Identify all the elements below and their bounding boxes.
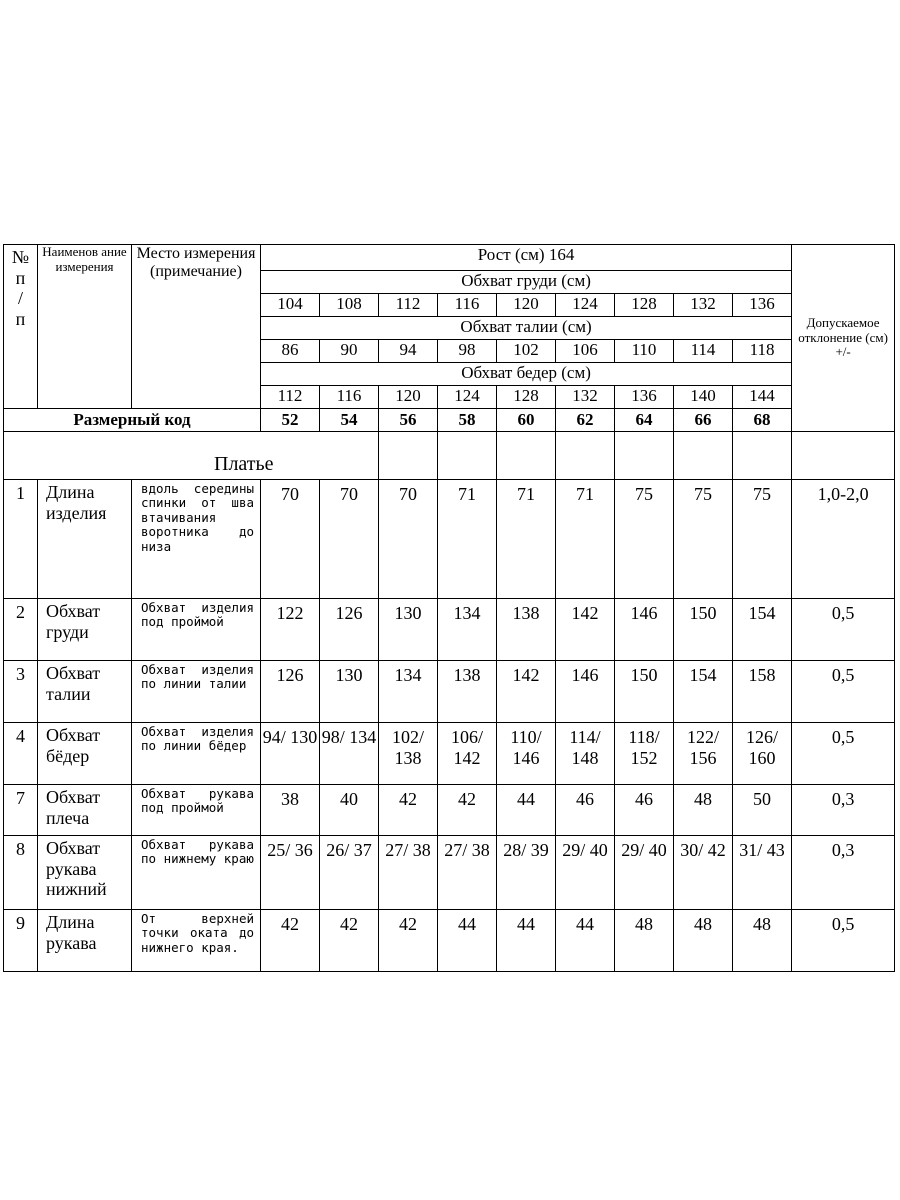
chest-value: 124: [556, 294, 615, 317]
measurement-place: От верхней точки оката до нижнего края.: [132, 910, 261, 972]
size-code: 54: [320, 409, 379, 432]
measurement-value: 142: [497, 661, 556, 723]
measurement-place: Обхват изделия под проймой: [132, 599, 261, 661]
measurement-value: 158: [733, 661, 792, 723]
chest-value: 128: [615, 294, 674, 317]
size-code-row: [4, 409, 895, 432]
measurement-value: 146: [615, 599, 674, 661]
measurement-value: 110/ 146: [497, 723, 556, 785]
table-row: [4, 836, 895, 910]
table-row: [4, 723, 895, 785]
size-chart-table: [3, 244, 895, 972]
measurement-value: 146: [556, 661, 615, 723]
measurement-place: вдоль середины спинки от шва втачивания воротника до низа: [132, 480, 261, 599]
section-empty-cell: [615, 432, 674, 480]
measurement-value: 126: [261, 661, 320, 723]
measurement-value: 31/ 43: [733, 836, 792, 910]
hips-value: 124: [438, 386, 497, 409]
measurement-value: 71: [556, 480, 615, 599]
row-number: 4: [4, 723, 38, 785]
size-code: 62: [556, 409, 615, 432]
section-empty-cell: [556, 432, 615, 480]
measurement-value: 42: [261, 910, 320, 972]
hips-value: 120: [379, 386, 438, 409]
measurement-value: 38: [261, 785, 320, 836]
waist-value: 118: [733, 340, 792, 363]
row-number: 1: [4, 480, 38, 599]
measurement-value: 42: [379, 910, 438, 972]
measurement-value: 134: [379, 661, 438, 723]
chest-value: 132: [674, 294, 733, 317]
section-title: Платье: [4, 432, 320, 480]
measurement-name: Обхват рукава нижний: [38, 836, 132, 910]
measurement-value: 48: [615, 910, 674, 972]
measurement-value: 46: [615, 785, 674, 836]
tolerance-value: 0,3: [792, 836, 895, 910]
measurement-value: 142: [556, 599, 615, 661]
size-code-label: Размерный код: [4, 409, 261, 432]
waist-value: 114: [674, 340, 733, 363]
measurement-value: 44: [556, 910, 615, 972]
hips-value: 116: [320, 386, 379, 409]
measurement-value: 44: [497, 785, 556, 836]
hips-value: 136: [615, 386, 674, 409]
measurement-value: 30/ 42: [674, 836, 733, 910]
row-number: 3: [4, 661, 38, 723]
measurement-place: Обхват изделия по линии талии: [132, 661, 261, 723]
waist-value: 106: [556, 340, 615, 363]
measurement-value: 106/ 142: [438, 723, 497, 785]
measurement-value: 40: [320, 785, 379, 836]
measurement-value: 29/ 40: [556, 836, 615, 910]
waist-value: 98: [438, 340, 497, 363]
measurement-value: 44: [438, 910, 497, 972]
measurement-value: 28/ 39: [497, 836, 556, 910]
hips-value: 144: [733, 386, 792, 409]
row-number: 7: [4, 785, 38, 836]
size-code: 56: [379, 409, 438, 432]
size-code: 64: [615, 409, 674, 432]
section-empty-cell: [733, 432, 792, 480]
table-row: [4, 785, 895, 836]
waist-value: 102: [497, 340, 556, 363]
measurement-value: 50: [733, 785, 792, 836]
size-code: 68: [733, 409, 792, 432]
data-rows: [4, 480, 895, 972]
section-row: [4, 432, 895, 480]
waist-value: 110: [615, 340, 674, 363]
measurement-value: 122/ 156: [674, 723, 733, 785]
tolerance-value: 1,0-2,0: [792, 480, 895, 599]
tolerance-value: 0,5: [792, 599, 895, 661]
measurement-value: 75: [733, 480, 792, 599]
measurement-name: Длина изделия: [38, 480, 132, 599]
tolerance-value: 0,5: [792, 723, 895, 785]
measurement-value: 138: [438, 661, 497, 723]
header-num: № п / п: [4, 245, 38, 409]
measurement-value: 134: [438, 599, 497, 661]
section-empty-cell: [379, 432, 438, 480]
tolerance-value: 0,3: [792, 785, 895, 836]
row-number: 8: [4, 836, 38, 910]
measurement-value: 70: [261, 480, 320, 599]
row-number: 9: [4, 910, 38, 972]
waist-value: 94: [379, 340, 438, 363]
measurement-value: 44: [497, 910, 556, 972]
measurement-name: Длина рукава: [38, 910, 132, 972]
size-code: 66: [674, 409, 733, 432]
header-hips: Обхват бедер (см): [261, 363, 792, 386]
measurement-value: 94/ 130: [261, 723, 320, 785]
measurement-name: Обхват груди: [38, 599, 132, 661]
measurement-value: 130: [320, 661, 379, 723]
size-code: 58: [438, 409, 497, 432]
tolerance-value: 0,5: [792, 661, 895, 723]
measurement-name: Обхват плеча: [38, 785, 132, 836]
table-row: [4, 480, 895, 599]
chest-value: 136: [733, 294, 792, 317]
header-tolerance: Допускаемое отклонение (см) +/-: [792, 245, 895, 432]
section-empty-cell: [674, 432, 733, 480]
header-row-height: [4, 245, 895, 271]
table-row: [4, 910, 895, 972]
measurement-value: 154: [674, 661, 733, 723]
measurement-value: 46: [556, 785, 615, 836]
table-row: [4, 599, 895, 661]
measurement-name: Обхват бёдер: [38, 723, 132, 785]
waist-value: 90: [320, 340, 379, 363]
tolerance-value: 0,5: [792, 910, 895, 972]
measurement-value: 154: [733, 599, 792, 661]
measurement-value: 114/ 148: [556, 723, 615, 785]
measurement-value: 130: [379, 599, 438, 661]
measurement-value: 26/ 37: [320, 836, 379, 910]
measurement-value: 102/ 138: [379, 723, 438, 785]
chest-value: 112: [379, 294, 438, 317]
measurement-value: 122: [261, 599, 320, 661]
measurement-value: 42: [379, 785, 438, 836]
measurement-value: 29/ 40: [615, 836, 674, 910]
measurement-place: Обхват рукава по нижнему краю: [132, 836, 261, 910]
chest-value: 116: [438, 294, 497, 317]
header-waist: Обхват талии (см): [261, 317, 792, 340]
section-empty-cell: [320, 432, 379, 480]
measurement-value: 150: [674, 599, 733, 661]
measurement-place: Обхват изделия по линии бёдер: [132, 723, 261, 785]
measurement-value: 27/ 38: [379, 836, 438, 910]
measurement-value: 27/ 38: [438, 836, 497, 910]
measurement-value: 75: [674, 480, 733, 599]
header-height: Рост (см) 164: [261, 245, 792, 271]
row-number: 2: [4, 599, 38, 661]
section-empty-cell: [792, 432, 895, 480]
measurement-value: 126/ 160: [733, 723, 792, 785]
measurement-value: 71: [497, 480, 556, 599]
size-code: 60: [497, 409, 556, 432]
measurement-value: 126: [320, 599, 379, 661]
measurement-value: 48: [674, 910, 733, 972]
waist-value: 86: [261, 340, 320, 363]
measurement-value: 98/ 134: [320, 723, 379, 785]
measurement-value: 70: [320, 480, 379, 599]
measurement-value: 48: [733, 910, 792, 972]
section-empty-cell: [438, 432, 497, 480]
chest-value: 108: [320, 294, 379, 317]
section-empty-cell: [497, 432, 556, 480]
measurement-value: 150: [615, 661, 674, 723]
hips-value: 140: [674, 386, 733, 409]
measurement-place: Обхват рукава под проймой: [132, 785, 261, 836]
table-row: [4, 661, 895, 723]
measurement-value: 42: [320, 910, 379, 972]
measurement-name: Обхват талии: [38, 661, 132, 723]
header-place: Место измерения (примечание): [132, 245, 261, 409]
measurement-value: 138: [497, 599, 556, 661]
measurement-value: 42: [438, 785, 497, 836]
measurement-value: 75: [615, 480, 674, 599]
measurement-value: 48: [674, 785, 733, 836]
measurement-value: 70: [379, 480, 438, 599]
chest-value: 120: [497, 294, 556, 317]
chest-value: 104: [261, 294, 320, 317]
header-chest: Обхват груди (см): [261, 271, 792, 294]
measurement-value: 118/ 152: [615, 723, 674, 785]
size-code: 52: [261, 409, 320, 432]
hips-value: 128: [497, 386, 556, 409]
hips-value: 132: [556, 386, 615, 409]
measurement-value: 71: [438, 480, 497, 599]
header-name: Наименов ание измерения: [38, 245, 132, 409]
measurement-value: 25/ 36: [261, 836, 320, 910]
hips-value: 112: [261, 386, 320, 409]
